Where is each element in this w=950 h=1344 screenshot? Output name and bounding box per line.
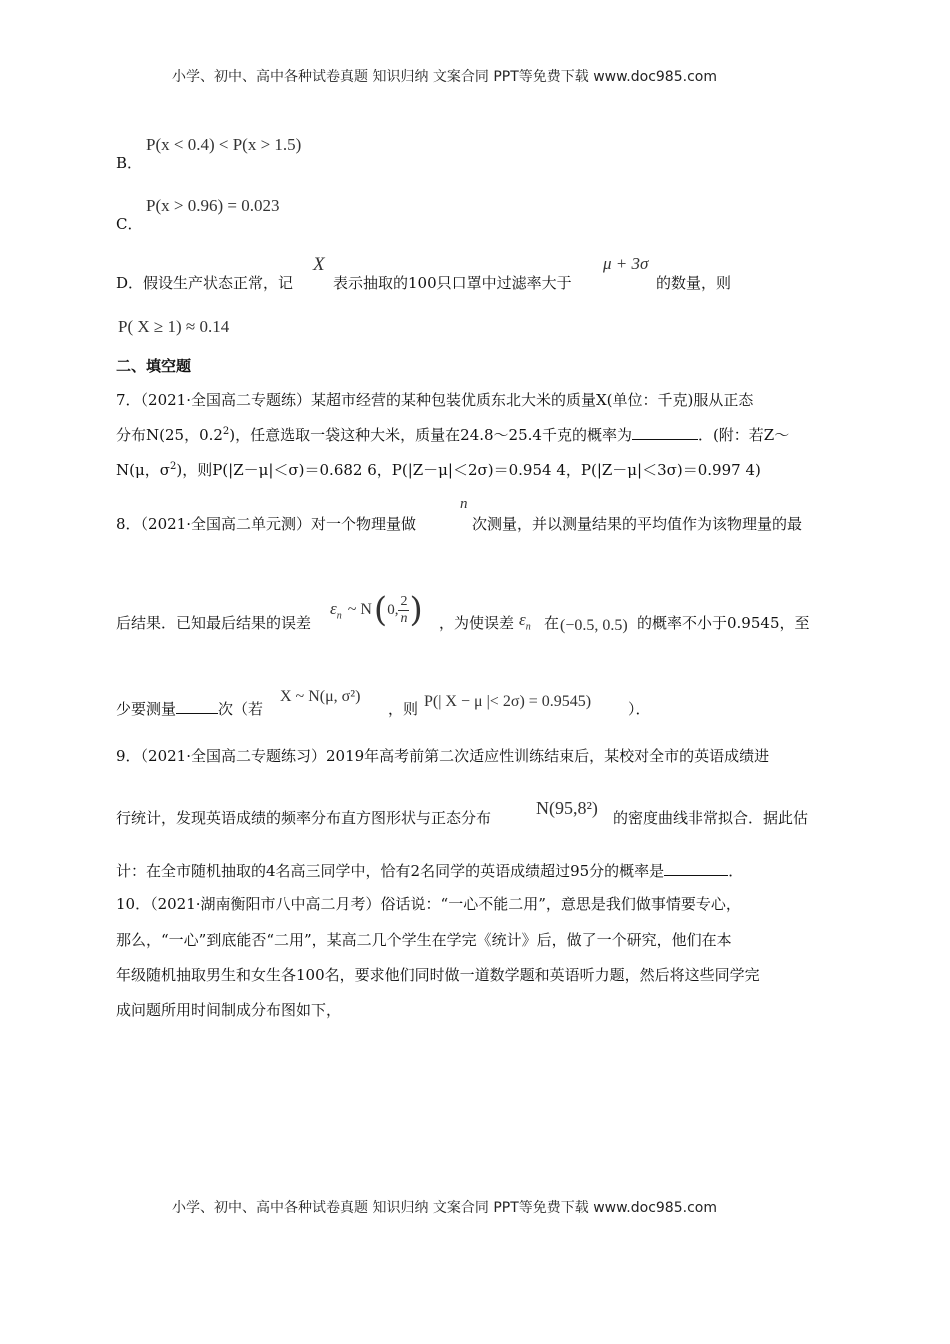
q10-line-4: 成问题所用时间制成分布图如下， — [116, 1001, 342, 1019]
q8-line-2-a: 后结果．已知最后结果的误差 — [116, 614, 312, 632]
option-d-text-1: D．假设生产状态正常，记 — [116, 274, 294, 292]
q9-line-3: 计：在全市随机抽取的4名高三同学中，恰有2名同学的英语成绩超过95分的概率是 ． — [116, 862, 744, 880]
q9-answer-blank[interactable] — [664, 861, 728, 876]
q8-line-3-c: ，则 — [388, 700, 419, 718]
q7-line-1: 7．（2021·全国高二专题练）某超市经营的某种包装优质东北大米的质量X(单位：千克)服从正态 — [116, 391, 754, 409]
section-title: 二、填空题 — [116, 357, 192, 375]
q8-line-2-d: 的概率不小于0.9545，至 — [637, 614, 810, 632]
option-b-formula: P(x < 0.4) < P(x > 1.5) — [146, 135, 302, 154]
option-d-text-2: 表示抽取的100只口罩中过滤率大于 — [333, 274, 572, 292]
q8-interval: (−0.5, 0.5) — [560, 617, 628, 634]
q8-line-3-d: ）． — [628, 700, 651, 718]
q8-answer-blank[interactable] — [176, 699, 218, 714]
q8-condition-1: X ~ N(μ, σ²) — [280, 688, 361, 705]
page-header: 小学、初中、高中各种试卷真题 知识归纳 文案合同 PPT等免费下载 www.doc985.com — [172, 69, 717, 85]
q7-line-3: N(μ，$\sigma^2$)，则P(|Z－μ|＜σ)＝0.682 6，P(|Z－μ|＜2σ)＝0.954 4，P(|Z－μ|＜3σ)＝0.997 4) — [116, 461, 761, 479]
q8-line-2-b: ，为使误差 — [439, 614, 515, 632]
q8-line-2-c: 在 — [544, 614, 560, 632]
option-d-var-x: X — [313, 254, 325, 275]
option-c-formula: P(x > 0.96) = 0.023 — [146, 196, 280, 215]
q8-line-3: 少要测量 次（若 — [116, 700, 264, 718]
q8-n-symbol: n — [460, 496, 468, 512]
q9-line-2-b: 的密度曲线非常拟合．据此估 — [613, 809, 809, 827]
q10-line-1: 10．（2021·湖南衡阳市八中高二月考）俗话说：“一心不能二用”，意思是我们做事情要专心， — [116, 895, 741, 913]
q10-line-3: 年级随机抽取男生和女生各100名，要求他们同时做一道数学题和英语听力题，然后将这些同学完 — [116, 966, 760, 984]
option-d-formula: P( X ≥ 1) ≈ 0.14 — [118, 317, 230, 336]
q9-distribution: N(95,8²) — [536, 798, 598, 818]
page-footer: 小学、初中、高中各种试卷真题 知识归纳 文案合同 PPT等免费下载 www.doc985.com — [172, 1200, 717, 1216]
q10-line-2: 那么，“一心”到底能否“二用”，某高二几个学生在学完《统计》后，做了一个研究，他们在本 — [116, 931, 732, 949]
option-c-label: C． — [116, 215, 143, 233]
q8-line-1-b: 次测量，并以测量结果的平均值作为该物理量的最 — [472, 515, 803, 533]
option-b-label: B． — [116, 154, 143, 172]
q7-line-2: 分布N(25，$0.2^2$)，任意选取一袋这种大米，质量在24.8～25.4千克的概率为 ．(附：若Z～ — [116, 426, 790, 444]
q9-line-2-a: 行统计，发现英语成绩的频率分布直方图形状与正态分布 — [116, 809, 492, 827]
option-d-mu-3sigma: μ + 3σ — [603, 254, 649, 273]
q8-epsilon-n: $\varepsilon_n$ — [519, 610, 531, 633]
q8-condition-2: P(| X − μ |< 2σ) = 0.9545) — [424, 693, 592, 710]
q8-error-distribution: $\varepsilon_n$ ~ N ( 0, $\frac{2}{n}$ ) — [330, 590, 423, 630]
q9-line-1: 9．（2021·全国高二专题练习）2019年高考前第二次适应性训练结束后，某校对全市的英语成绩进 — [116, 747, 770, 765]
q7-answer-blank[interactable] — [632, 425, 698, 440]
option-d-text-3: 的数量，则 — [656, 274, 732, 292]
q8-line-1-a: 8．（2021·全国高二单元测）对一个物理量做 — [116, 515, 416, 533]
